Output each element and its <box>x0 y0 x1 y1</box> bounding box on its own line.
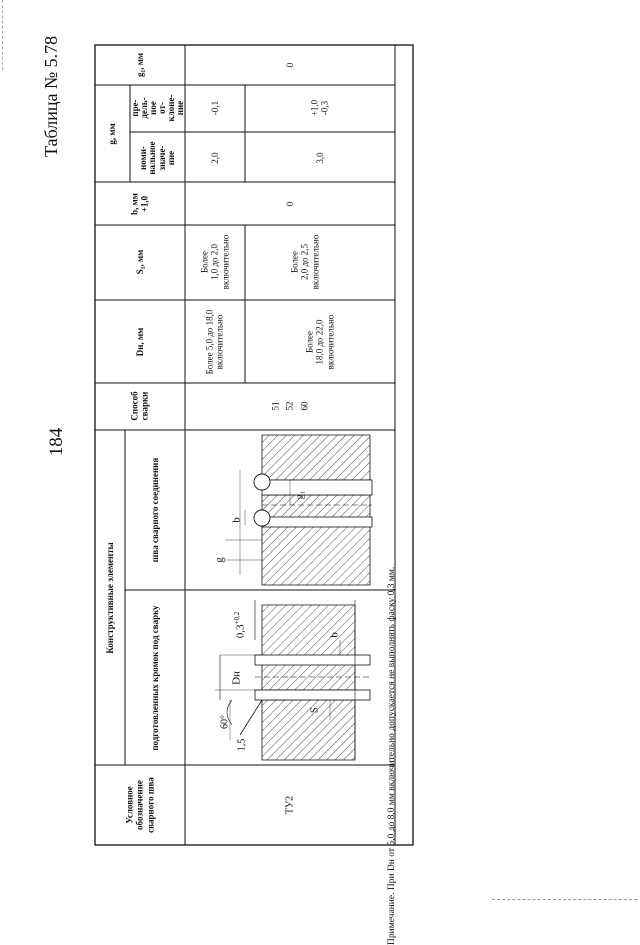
header-g-nominal: номи- нальное значе- ние <box>138 141 177 175</box>
header-weld: шва сварного соединения <box>149 457 160 563</box>
method-values: 51 52 60 <box>270 401 310 411</box>
b-label: b <box>328 632 341 638</box>
g1-value: 0 <box>284 62 295 68</box>
angle-label: 60° <box>219 715 231 729</box>
header-g: g, мм <box>106 123 117 145</box>
s1-range-1: Более 1,0 до 2,0 включительно <box>199 234 231 290</box>
header-s1: S₁, мм <box>134 249 145 275</box>
dn-range-1: Более 5,0 до 18,0 включительно <box>204 309 225 375</box>
header-edges: подготовленных кромок под сварку <box>149 605 160 751</box>
dn-label: Dн <box>230 671 243 685</box>
gap-label: 1,5 <box>236 738 248 752</box>
header-dn: Dн, мм <box>134 327 145 357</box>
g1-label: g₁ <box>294 490 306 500</box>
designation-value: ТУ2 <box>284 795 296 815</box>
header-b: b, мм +1,0 <box>129 193 150 215</box>
g-deviation-2: +1,0 -0,3 <box>309 99 330 117</box>
weld-joint-drawing <box>225 435 372 585</box>
dn-range-2: Более 18,0 до 22,0 включительно <box>304 314 336 370</box>
header-g1: g₁, мм <box>134 53 145 77</box>
header-designation: Условное обозначение сварного шва <box>124 777 156 833</box>
page-number: 184 <box>46 427 67 457</box>
header-g-deviation: пре- дель- ное от- клоне- ние <box>130 94 185 122</box>
header-structural-elements: Конструктивные элементы <box>104 542 115 654</box>
g-deviation-1: -0,1 <box>209 100 220 116</box>
s1-range-2: Более 2,0 до 2,5 включительно <box>289 234 321 290</box>
table-title: Таблица № 5.78 <box>41 35 61 157</box>
b2-label: b <box>230 517 243 523</box>
g-nominal-1: 2,0 <box>209 152 220 164</box>
chamfer-dim-label: $0,3^{+0,2}$ <box>232 611 247 639</box>
footer-rule <box>492 899 637 900</box>
b-value: 0 <box>284 201 295 207</box>
g-label: g <box>213 557 226 563</box>
g-nominal-2: 3,0 <box>314 152 325 164</box>
s-label: S <box>308 706 321 714</box>
table-note: Примечание. При Dн от 5,0 до 8,0 мм включительно допускается не выполнять фаску 0,3 мм. <box>387 566 397 945</box>
header-method: Способ сварки <box>129 391 150 421</box>
